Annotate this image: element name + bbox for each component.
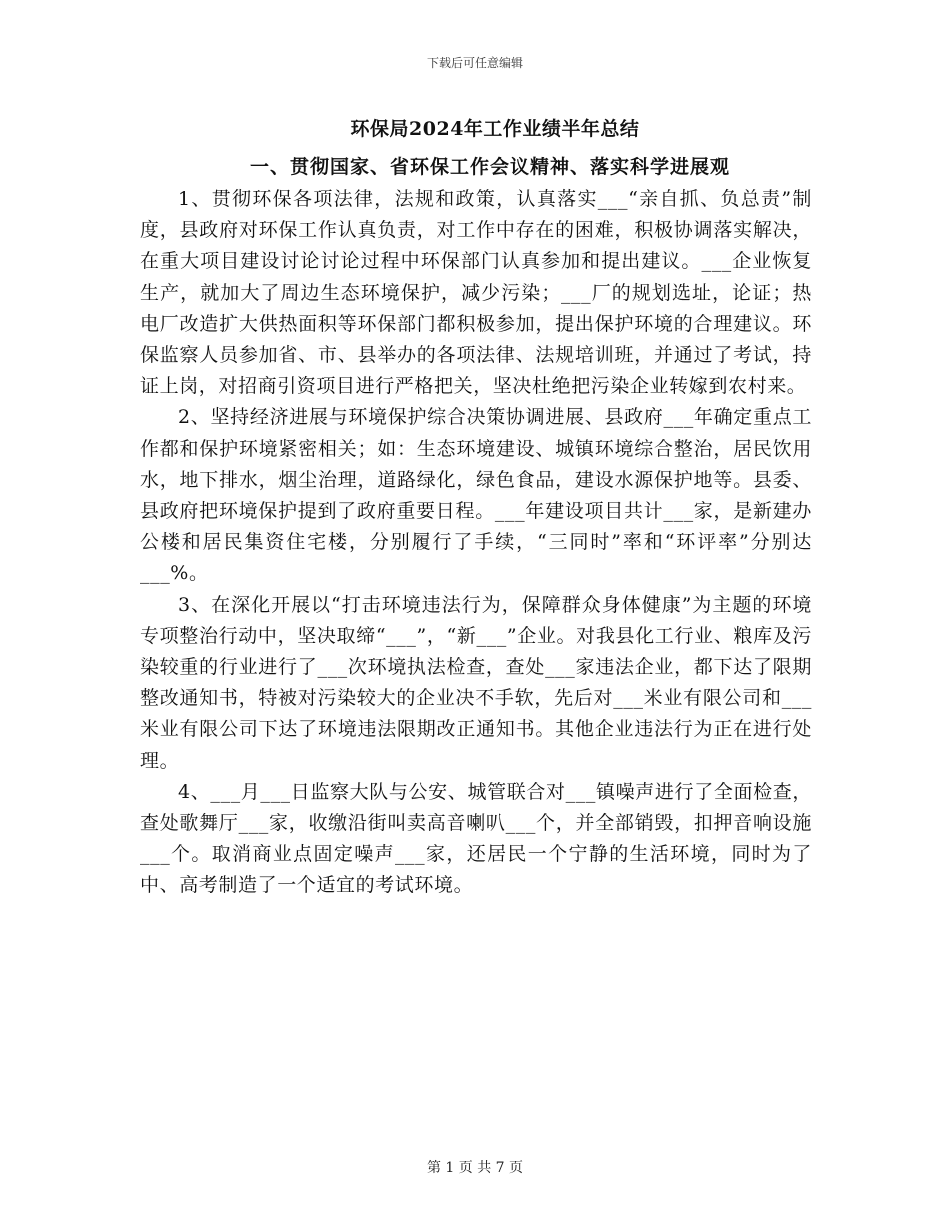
document-body <box>140 184 812 902</box>
paragraph-2: 2、坚持经济进展与环境保护综合决策协调进展、县政府___年确定重点工作都和保护环境紧密相关；如：生态环境建设、城镇环境综合整治，居民饮用水，地下排水，烟尘治理，道路绿化，绿色食品，建设水源保护地等。县委、县政府把环境保护提到了政府重要日程。___年建设项目共计___家，是新建办公楼和居民集资住宅楼，分别履行了手续，“三同时”率和“环评率”分别达___%。 <box>140 406 812 585</box>
section-heading: 一、贯彻国家、省环保工作会议精神、落实科学进展观 <box>249 156 730 178</box>
paragraph-4: 4、___月___日监察大队与公安、城管联合对___镇噪声进行了全面检查，查处歌舞厅___家，收缴沿街叫卖高音喇叭___个，并全部销毁，扣押音响设施___个。取消商业点固定噪声___家，还居民一个宁静的生活环境，同时为了中、高考制造了一个适宜的考试环境。 <box>140 780 812 897</box>
paragraph-3: 3、在深化开展以“打击环境违法行为，保障群众身体健康”为主题的环境专项整治行动中，坚决取缔“___”，“新___”企业。对我县化工行业、粮库及污染较重的行业进行了___次环境执法检查，查处___家违法企业，都下达了限期整改通知书，特被对污染较大的企业决不手软，先后对___米业有限公司和___米业有限公司下达了环境违法限期改正通知书。其他企业违法行为正在进行处理。 <box>140 593 812 772</box>
page-number: 第 1 页 共 7 页 <box>426 1160 524 1176</box>
document-title: 环保局2024年工作业绩半年总结 <box>350 118 640 140</box>
paragraph-1: 1、贯彻环保各项法律，法规和政策，认真落实___“亲自抓、负总责”制度，县政府对环保工作认真负责，对工作中存在的困难，积极协调落实解决，在重大项目建设讨论讨论过程中环保部门认真参加和提出建议。___企业恢复生产，就加大了周边生态环境保护，减少污染；___厂的规划选址，论证；热电厂改造扩大供热面积等环保部门都积极参加，提出保护环境的合理建议。环保监察人员参加省、市、县举办的各项法律、法规培训班，并通过了考试，持证上岗，对招商引资项目进行严格把关，坚决杜绝把污染企业转嫁到农村来。 <box>140 188 812 398</box>
page-header-note: 下载后可任意编辑 <box>426 56 523 70</box>
